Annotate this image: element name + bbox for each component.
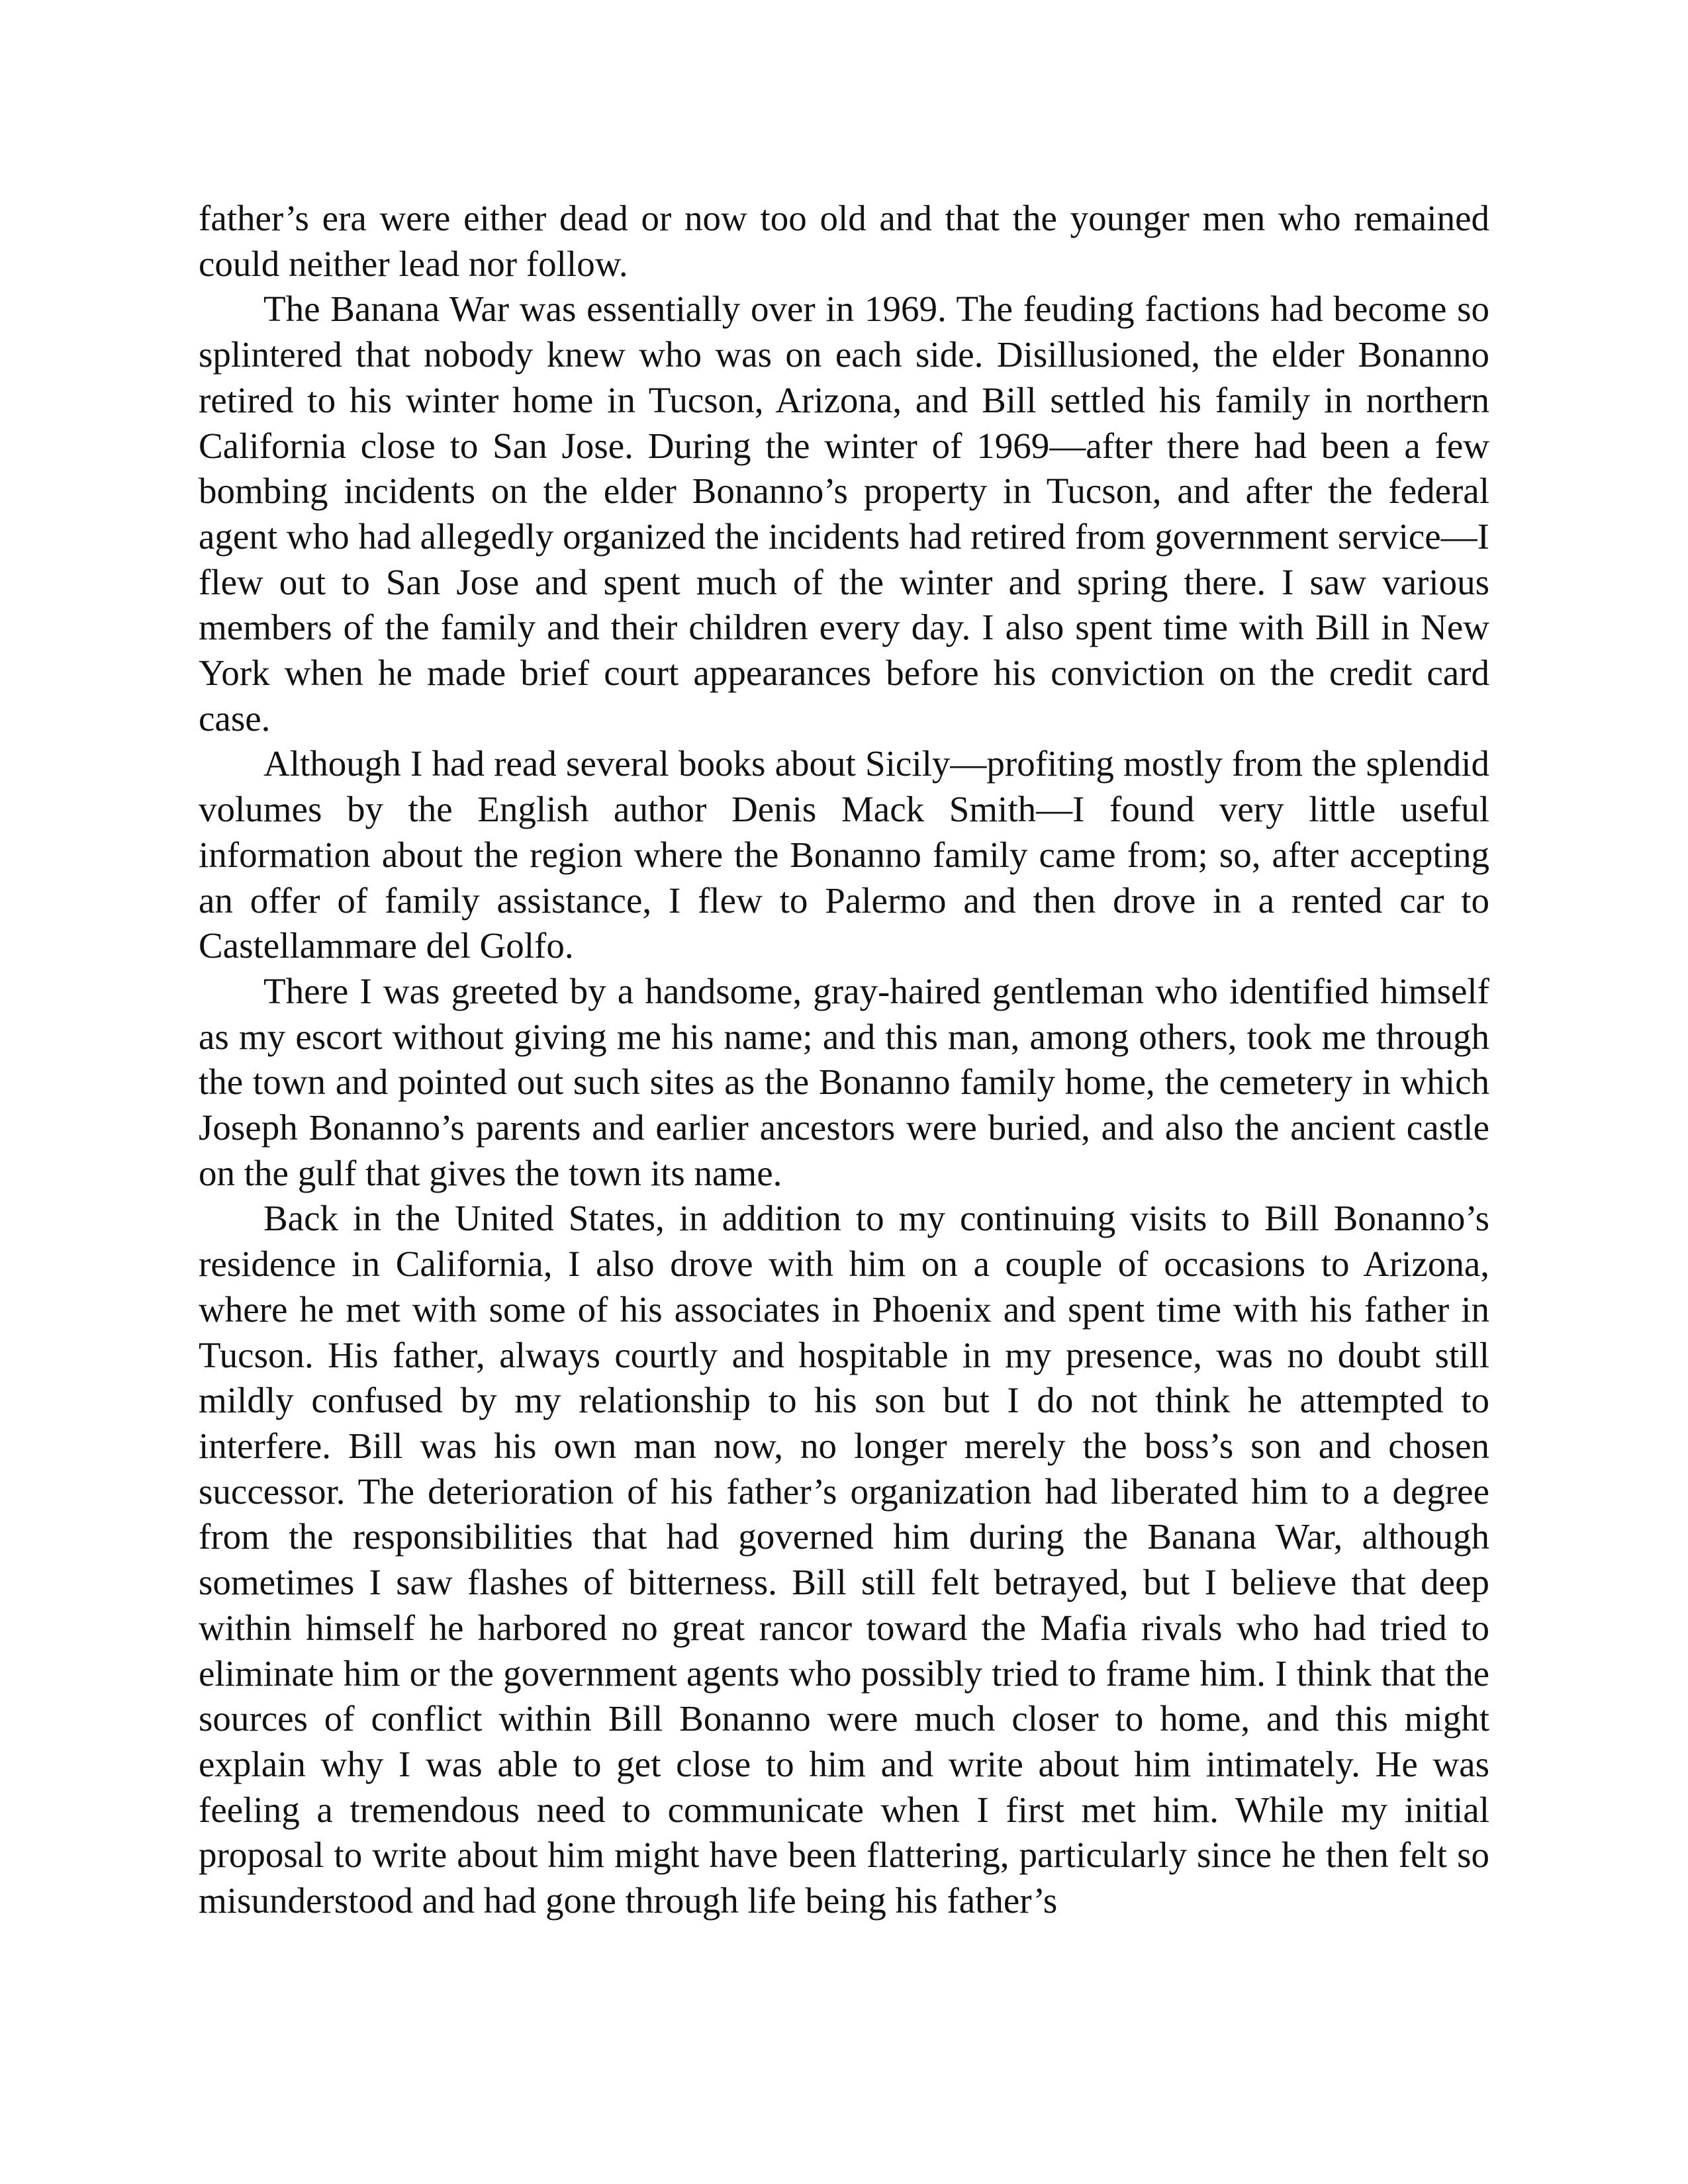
paragraph-castellammare: There I was greeted by a handsome, gray-haired gentleman who identified himself as my escort without giving me his name; and this man, among others, took me through the town and pointed out such sites as the Bonanno family home, the cemetery in which Joseph Bonanno’s parents and earlier ancestors were buried, and also the ancient castle on the gulf that gives the town its name. <box>199 970 1489 1193</box>
paragraph-banana-war: The Banana War was essentially over in 1969. The feuding factions had become so splintered that nobody knew who was on each side. Disillusioned, the elder Bonanno retired to his winter home in Tucson, Arizona, and Bill settled his family in northern California close to San Jose. During the winter of 1969—after there had been a few bombing incidents on the elder Bonanno’s property in Tucson, and after the federal agent who had allegedly organized the incidents had retired from government service—I flew out to San Jose and spent much of the winter and spring there. I saw various members of the family and their children every day. I also spent time with Bill in New York when he made brief court appearances before his conviction on the credit card case. <box>199 289 1489 739</box>
document-page <box>199 196 1489 1924</box>
paragraph-continued: father’s era were either dead or now too old and that the younger men who remained could neither lead nor follow. <box>199 198 1489 284</box>
paragraph-sicily: Although I had read several books about Sicily—profiting mostly from the splendid volumes by the English author Denis Mack Smith—I found very little useful information about the region where the Bonanno family came from; so, after accepting an offer of family assistance, I flew to Palermo and then drove in a rented car to Castellammare del Golfo. <box>199 743 1489 966</box>
paragraph-united-states: Back in the United States, in addition to my continuing visits to Bill Bonanno’s residence in California, I also drove with him on a couple of occasions to Arizona, where he met with some of his associates in Phoenix and spent time with his father in Tucson. His father, always courtly and hospitable in my presence, was no doubt still mildly confused by my relationship to his son but I do not think he attempted to interfere. Bill was his own man now, no longer merely the boss’s son and chosen successor. The deterioration of his father’s organization had liberated him to a degree from the responsibilities that had governed him during the Banana War, although sometimes I saw flashes of bitterness. Bill still felt betrayed, but I believe that deep within himself he harbored no great rancor toward the Mafia rivals who had tried to eliminate him or the government agents who possibly tried to frame him. I think that the sources of conflict within Bill Bonanno were much closer to home, and this might explain why I was able to get close to him and write about him intimately. He was feeling a tremendous need to communicate when I first met him. While my initial proposal to write about him might have been flattering, particularly since he then felt so misunderstood and had gone through life being his father’s <box>199 1198 1489 1921</box>
